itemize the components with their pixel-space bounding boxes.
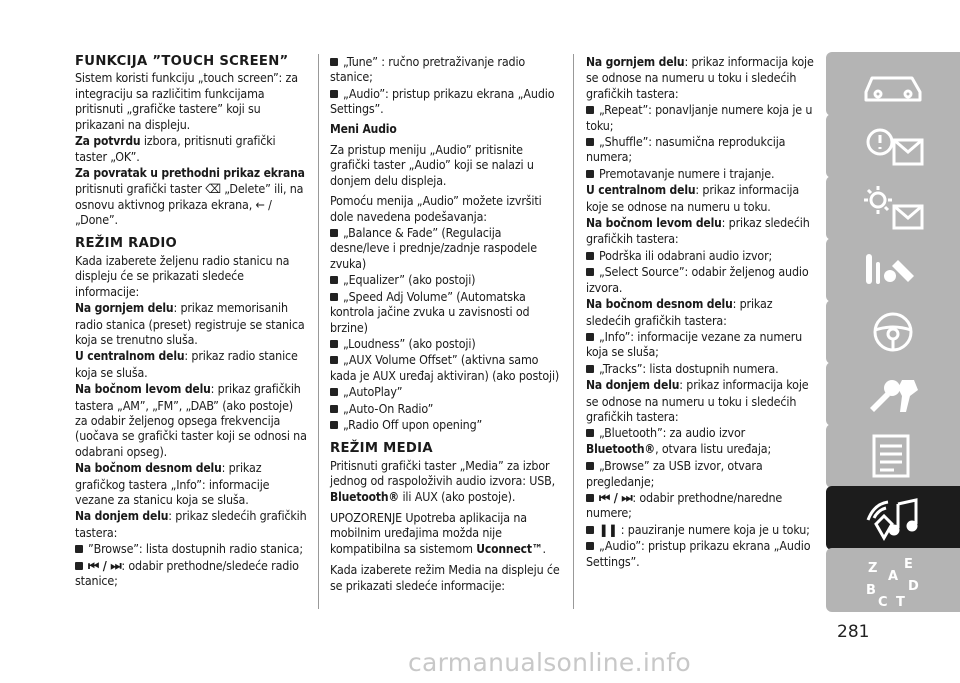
center-section-label: U centralnom delu <box>586 183 696 198</box>
prev-next-text: : odabir prethodne/sledeće radio stanice; <box>75 557 299 588</box>
tab-climate-lights[interactable] <box>826 176 960 240</box>
radio-right-paragraph <box>75 460 307 507</box>
prev-next-icon: ⏮ / ⏭ <box>599 489 633 505</box>
bullet-square-icon <box>330 293 338 301</box>
list-item <box>586 458 818 489</box>
list-item <box>586 425 818 457</box>
steering-wheel-icon <box>858 308 928 356</box>
uconnect-label: Uconnect™ <box>476 541 543 556</box>
car-icon <box>858 60 928 108</box>
touch-screen-heading: FUNKCIJA ”TOUCH SCREEN” <box>75 54 289 69</box>
setting-text: „Auto-On Radio” <box>343 400 434 416</box>
pause-icon: ❚❚ <box>599 521 618 537</box>
bullet-square-icon <box>586 138 594 146</box>
list-item <box>330 86 562 117</box>
radio-top-paragraph <box>75 300 307 347</box>
bullet-square-icon <box>330 276 338 284</box>
warning-text: UPOZORENJE Upotreba aplikacija na mobilnim uređajima možda nije kompatibilna sa sistemom <box>330 509 527 556</box>
setting-text: „Balance & Fade” (Regulacija desne/leve i prednje/zadnje raspodele zvuka) <box>330 225 537 271</box>
bullet-square-icon <box>586 252 594 260</box>
column-3 <box>586 54 818 570</box>
list-item <box>586 538 818 569</box>
list-item <box>586 329 818 360</box>
media-bottom-paragraph <box>586 377 818 424</box>
list-item <box>586 102 818 133</box>
bullet-square-icon <box>330 421 338 429</box>
page-number: 281 <box>837 622 870 642</box>
top-section-label: Na gornjem delu <box>586 55 685 69</box>
bullet-square-icon <box>330 90 338 98</box>
tab-multimedia[interactable] <box>826 486 960 550</box>
bluetooth-label: Bluetooth® <box>586 441 656 456</box>
warning-paragraph <box>330 510 562 557</box>
bullet-square-icon <box>586 268 594 276</box>
index-letter: B <box>866 583 876 598</box>
bullet-square-icon <box>330 229 338 237</box>
setting-text: „Equalizer” (ako postoji) <box>343 272 476 288</box>
list-item <box>330 384 562 399</box>
bottom-section-text: : prikaz sledećih grafičkih tastera: <box>75 508 307 540</box>
tab-warning-lights[interactable] <box>826 114 960 178</box>
bullet-square-icon <box>586 494 594 502</box>
index-letter: D <box>908 579 919 594</box>
right-section-label: Na bočnom desnom delu <box>586 297 733 312</box>
bullet-square-icon <box>330 340 338 348</box>
setting-text: „Loudness” (ako postoji) <box>343 335 476 351</box>
tab-service[interactable] <box>826 238 960 302</box>
tab-tools[interactable] <box>826 362 960 426</box>
index-letter: T <box>896 595 905 610</box>
audio-menu-text: Za pristup meniju „Audio” pritisnite grafički taster „Audio” koji se nalazi u donjem delu displeja. <box>330 142 534 188</box>
tab-index[interactable] <box>826 548 960 612</box>
prev-next-icon: ⏮ / ⏭ <box>88 557 122 573</box>
media-info-text: Kada izaberete režim Media na displeju će se prikazati sledeće informacije: <box>330 562 560 593</box>
pause-text: : pauziranje numere koja je u toku; <box>617 521 810 537</box>
list-item <box>586 361 818 376</box>
media-mode-heading: REŽIM MEDIA <box>330 441 433 457</box>
media-left-paragraph <box>586 215 818 247</box>
tab-car[interactable] <box>826 52 960 116</box>
setting-text: „AutoPlay” <box>343 384 403 400</box>
list-item <box>330 336 562 351</box>
bullet-square-icon <box>586 542 594 550</box>
media-intro-tail: ili AUX (ako postoje). <box>399 488 516 504</box>
back-label: Za povratak u prethodni prikaz ekrana <box>75 165 305 180</box>
browse-usb-text: „Browse” za USB izvor, otvara pregledanje; <box>586 458 763 489</box>
top-section-text: : prikaz informacija koje se odnose na numeru u toku i sledećih grafičkih tastera: <box>586 54 814 101</box>
right-section-text: : prikaz grafičkog tastera „Info”: informacije vezane za stanicu koja se sluša. <box>75 460 270 507</box>
list-item <box>586 248 818 263</box>
column-1 <box>75 54 307 589</box>
climate-lights-icon <box>858 184 928 232</box>
right-section-label: Na bočnom desnom delu <box>75 461 222 476</box>
info-text: „Info”: informacije vezane za numeru koja se sluša; <box>586 328 803 360</box>
warning-lights-icon <box>858 122 928 170</box>
right-section-text: : prikaz sledećih grafičkih tastera: <box>586 296 773 328</box>
bluetooth-text: „Bluetooth”: za audio izvor <box>599 425 746 441</box>
bullet-square-icon <box>330 388 338 396</box>
audio-settings-text: „Audio”: pristup prikazu ekrana „Audio Settings”. <box>586 538 811 569</box>
media-intro-text: Pritisnuti grafički taster „Media” za izbor jednog od raspoloživih audio izvora: USB, <box>330 457 556 489</box>
list-item <box>330 272 562 287</box>
source-text: Podrška ili odabrani audio izvor; <box>599 247 773 263</box>
multimedia-icon <box>858 494 928 542</box>
center-section-text: : prikaz informacija koje se odnose na numeru u toku. <box>586 182 800 214</box>
radio-mode-heading: REŽIM RADIO <box>75 236 178 252</box>
tab-steering[interactable] <box>826 300 960 364</box>
audio-item-text: „Audio”: pristup prikazu ekrana „Audio Settings”. <box>330 85 555 117</box>
tab-document[interactable] <box>826 424 960 488</box>
bullet-square-icon <box>330 356 338 364</box>
left-section-label: Na bočnom levom delu <box>75 382 211 397</box>
column-divider <box>573 54 574 609</box>
repeat-text: „Repeat”: ponavljanje numere koja je u toku; <box>586 102 813 133</box>
media-center-paragraph <box>586 182 818 214</box>
tools-icon <box>858 370 928 418</box>
bullet-square-icon <box>586 170 594 178</box>
list-item <box>330 401 562 416</box>
tune-item-text: „Tune” : ručno pretraživanje radio stanice; <box>330 54 526 85</box>
center-section-text: : prikaz radio stanice koja se sluša. <box>75 348 298 380</box>
index-letter: E <box>904 557 913 572</box>
radio-center-paragraph <box>75 348 307 380</box>
bullet-square-icon <box>586 106 594 114</box>
list-item <box>75 558 307 589</box>
tracks-text: „Tracks”: lista dostupnih numera. <box>599 360 779 376</box>
media-top-paragraph <box>586 54 818 101</box>
back-text: pritisnuti grafički taster ⌫ „Delete” ili, na osnovu aktivnog prikaza ekrana, ← /„Done”. <box>75 181 304 228</box>
chapter-tab-sidebar <box>826 52 960 612</box>
audio-menu-heading: Meni Audio <box>330 121 397 136</box>
audio-menu-text-2: Pomoću menija „Audio” možete izvršiti dole navedena podešavanja: <box>330 193 542 224</box>
radio-intro: Kada izaberete željenu radio stanicu na displeju će se prikazati sledeće informacije: <box>75 252 290 299</box>
media-intro <box>330 458 562 505</box>
bullet-square-icon <box>586 365 594 373</box>
confirm-paragraph <box>75 133 307 165</box>
radio-bottom-paragraph <box>75 508 307 540</box>
setting-text: „Speed Adj Volume” (Automatska kontrola jačine zvuka u zavisnosti od brzine) <box>330 288 530 335</box>
list-item <box>330 417 562 432</box>
bluetooth-label: Bluetooth® <box>330 489 400 504</box>
top-section-text: : prikaz memorisanih radio stanica (preset) registruje se stanica koja se trenutno sluša. <box>75 300 305 347</box>
shuffle-text: „Shuffle”: nasumična reprodukcija numera; <box>586 134 786 165</box>
list-item <box>586 264 818 295</box>
list-item <box>586 166 818 181</box>
index-letters-icon <box>858 556 928 612</box>
prev-next-text: : odabir prethodne/naredne numere; <box>586 489 783 521</box>
left-section-label: Na bočnom levom delu <box>586 216 722 231</box>
browse-item-text: ”Browse”: lista dostupnih radio stanica; <box>88 541 303 557</box>
list-item <box>330 352 562 383</box>
bottom-section-text: : prikaz informacija koje se odnose na numeru u toku i sledećih grafičkih tastera: <box>586 377 809 424</box>
seek-text: Premotavanje numere i trajanje. <box>599 165 775 181</box>
index-letter: Z <box>868 561 878 576</box>
column-divider <box>318 54 319 609</box>
list-item <box>586 490 818 521</box>
bluetooth-tail: , otvara listu uređaja; <box>655 440 772 456</box>
list-item <box>75 541 307 556</box>
setting-text: „AUX Volume Offset” (aktivna samo kada je AUX uređaj aktiviran) (ako postoji) <box>330 352 560 383</box>
service-icon <box>858 246 928 294</box>
list-item <box>586 134 818 165</box>
warning-tail: . <box>542 540 546 556</box>
index-letter: C <box>878 595 888 610</box>
bullet-square-icon <box>586 333 594 341</box>
list-item <box>330 225 562 271</box>
list-item <box>330 54 562 85</box>
bullet-square-icon <box>586 429 594 437</box>
select-source-text: „Select Source”: odabir željenog audio izvora. <box>586 264 809 295</box>
confirm-label: Za potvrdu <box>75 134 141 149</box>
list-item <box>586 522 818 537</box>
bottom-section-label: Na donjem delu <box>75 509 169 524</box>
bullet-square-icon <box>330 58 338 66</box>
watermark-text: carmanualsonline.info <box>408 648 691 677</box>
setting-text: „Radio Off upon opening” <box>343 416 483 432</box>
touch-screen-text: Sistem koristi funkciju „touch screen”: za integraciju sa različitim funkcijama pritisnuti „grafičke tastere” koji su prikazani na displeju. <box>75 70 298 132</box>
top-section-label: Na gornjem delu <box>75 301 174 316</box>
media-right-paragraph <box>586 296 818 328</box>
bullet-square-icon <box>586 462 594 470</box>
bullet-square-icon <box>586 526 594 534</box>
center-section-label: U centralnom delu <box>75 349 185 364</box>
left-section-text: : prikaz sledećih grafičkih tastera: <box>586 215 810 247</box>
confirm-text: izbora, pritisnuti grafički taster „OK”. <box>75 133 276 165</box>
bullet-square-icon <box>330 405 338 413</box>
left-section-text: : prikaz grafičkih tastera „AM”, „FM”, „DAB” (ako postoje) za odabir željenog opsega frekvencija (uočava se grafički taster koji se odnosi na odabrani opseg). <box>75 381 307 459</box>
document-icon <box>858 432 928 480</box>
bullet-square-icon <box>75 545 83 553</box>
column-2 <box>330 54 562 594</box>
index-letter: A <box>888 569 899 584</box>
bottom-section-label: Na donjem delu <box>586 378 680 393</box>
radio-left-paragraph <box>75 381 307 459</box>
list-item <box>330 289 562 335</box>
bullet-square-icon <box>75 562 83 570</box>
